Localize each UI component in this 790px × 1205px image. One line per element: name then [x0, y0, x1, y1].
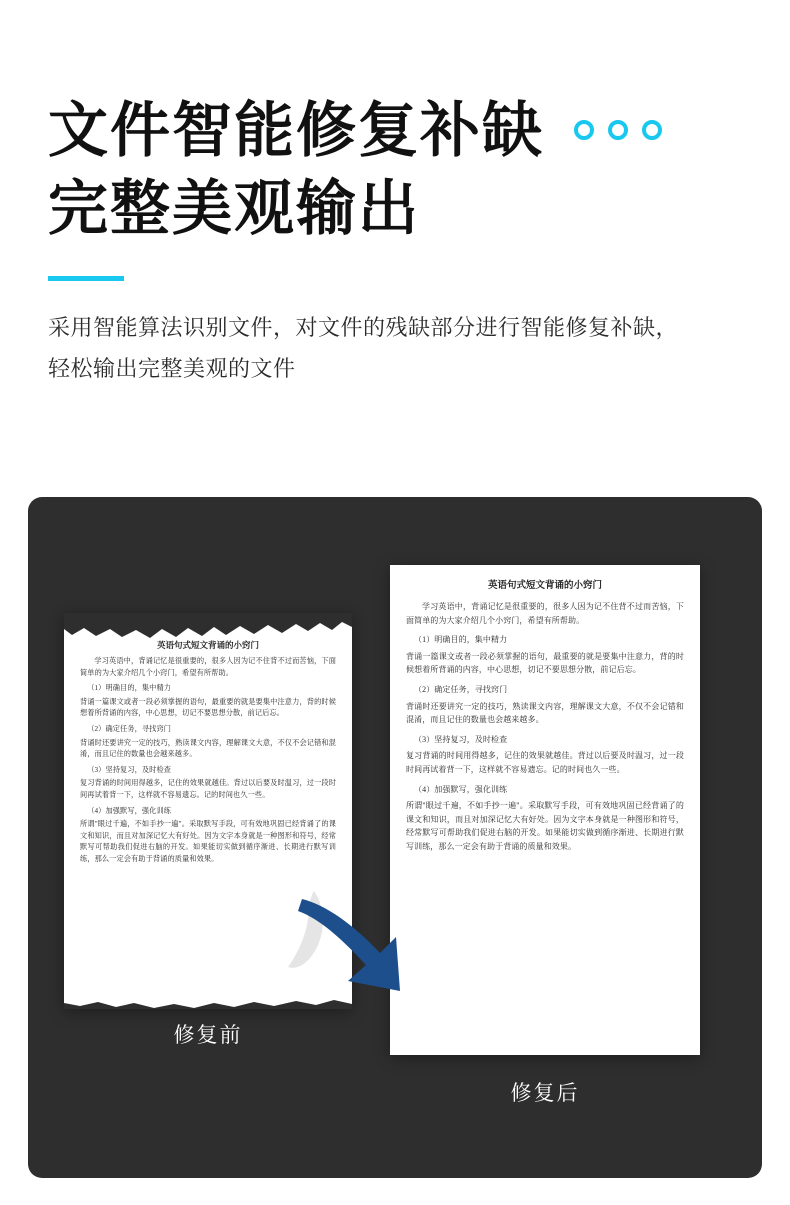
- doc-paragraph: 背诵时还要讲究一定的技巧，熟读课文内容，理解课文大意，不仅不会记错和混淆，而且记住的数量也会越来越多。: [406, 701, 684, 725]
- subtitle-line-1: 采用智能算法识别文件，对文件的残缺部分进行智能修复补缺，: [48, 315, 679, 340]
- caption-after: 修复后: [510, 1082, 580, 1105]
- doc-paragraph: （2）确定任务，寻找窍门: [87, 724, 172, 733]
- doc-paragraph: 所谓"眼过千遍，不如手抄一遍"。采取默写手段，可有效地巩固已经背诵了的课文和知识，而且对加深记忆大有好处。因为文字本身就是一种图形和符号，经常默写可帮助我们促进右脑的开发。如果能切实做到循序渐进、长期进行默写训练，那么一定会有助于背诵的质量和效果。: [80, 820, 336, 863]
- document-after-text: [390, 565, 700, 1055]
- doc-paragraph: 复习背诵的时间用得越多，记住的效果就越佳。背过以后要及时温习，过一段时间再试着背一下，这样就不容易遗忘。记的时间也久一些。: [406, 751, 684, 774]
- doc-paragraph: 学习英语中，背诵记忆是很重要的，很多人因为记不住背不过而苦恼，下面简单的为大家介绍几个小窍门，希望有所帮助。: [406, 602, 684, 625]
- caption-before: 修复前: [173, 1024, 243, 1047]
- doc-paragraph: （1）明确目的，集中精力: [414, 635, 508, 645]
- doc-paragraph: 背诵时还要讲究一定的技巧，熟读课文内容，理解课文大意，不仅不会记错和混淆，而且记住的数量也会越来越多。: [80, 738, 336, 759]
- doc-paragraph: （1）明确目的，集中精力: [87, 684, 172, 693]
- doc-paragraph: （4）加强默写，强化训练: [414, 784, 508, 794]
- header-block: [48, 92, 748, 389]
- comparison-showcase: [28, 497, 762, 1178]
- page-title-line2: 完整美观输出: [48, 175, 420, 242]
- decorative-dots: [574, 120, 662, 140]
- doc-paragraph: 复习背诵的时间用得越多，记住的效果就越佳。背过以后要及时温习，过一段时间再试着背一下，这样就不容易遗忘。记的时间也久一些。: [80, 779, 336, 799]
- doc-paragraph: （2）确定任务，寻找窍门: [414, 684, 508, 694]
- transform-arrow-icon: [296, 895, 408, 1003]
- dot-icon-3: [642, 120, 662, 140]
- page-title-line1: 文件智能修复补缺: [48, 97, 544, 164]
- accent-divider: [48, 276, 124, 281]
- doc-paragraph: 背诵一篇课文或者一段必须掌握的语句，最重要的就是要集中注意力，背的时候想着所背诵的内容，中心思想，切记不要思想分散，前记后忘。: [406, 651, 684, 675]
- subtitle-line-2: 轻松输出完整美观的文件: [48, 356, 296, 381]
- doc-paragraph: （3）坚持复习，及时检查: [414, 734, 508, 744]
- doc-paragraph: 所谓"眼过千遍，不如手抄一遍"。采取默写手段，可有效地巩固已经背诵了的课文和知识，而且对加深记忆大有好处。因为文字本身就是一种图形和符号，经常默写可帮助我们促进右脑的开发。如果能切实做到循序渐进、长期进行默写训练，那么一定会有助于背诵的质量和效果。: [406, 801, 684, 851]
- doc-paragraph: （4）加强默写，强化训练: [87, 806, 172, 815]
- doc-paragraph: 学习英语中，背诵记忆是很重要的，很多人因为记不住背不过而苦恼，下面简单的为大家介绍几个小窍门，希望有所帮助。: [80, 657, 336, 677]
- doc-title: 英语句式短文背诵的小窍门: [156, 640, 259, 650]
- doc-paragraph: （3）坚持复习，及时检查: [87, 765, 172, 774]
- page-subtitle: [48, 307, 748, 389]
- doc-title: 英语句式短文背诵的小窍门: [487, 581, 602, 591]
- dot-icon-1: [574, 120, 594, 140]
- dot-icon-2: [608, 120, 628, 140]
- doc-paragraph: 背诵一篇课文或者一段必须掌握的语句，最重要的就是要集中注意力，背的时候想着所背诵的内容，中心思想，切记不要思想分散，前记后忘。: [80, 697, 336, 718]
- headline-row: [48, 92, 748, 170]
- document-after: [390, 565, 700, 1055]
